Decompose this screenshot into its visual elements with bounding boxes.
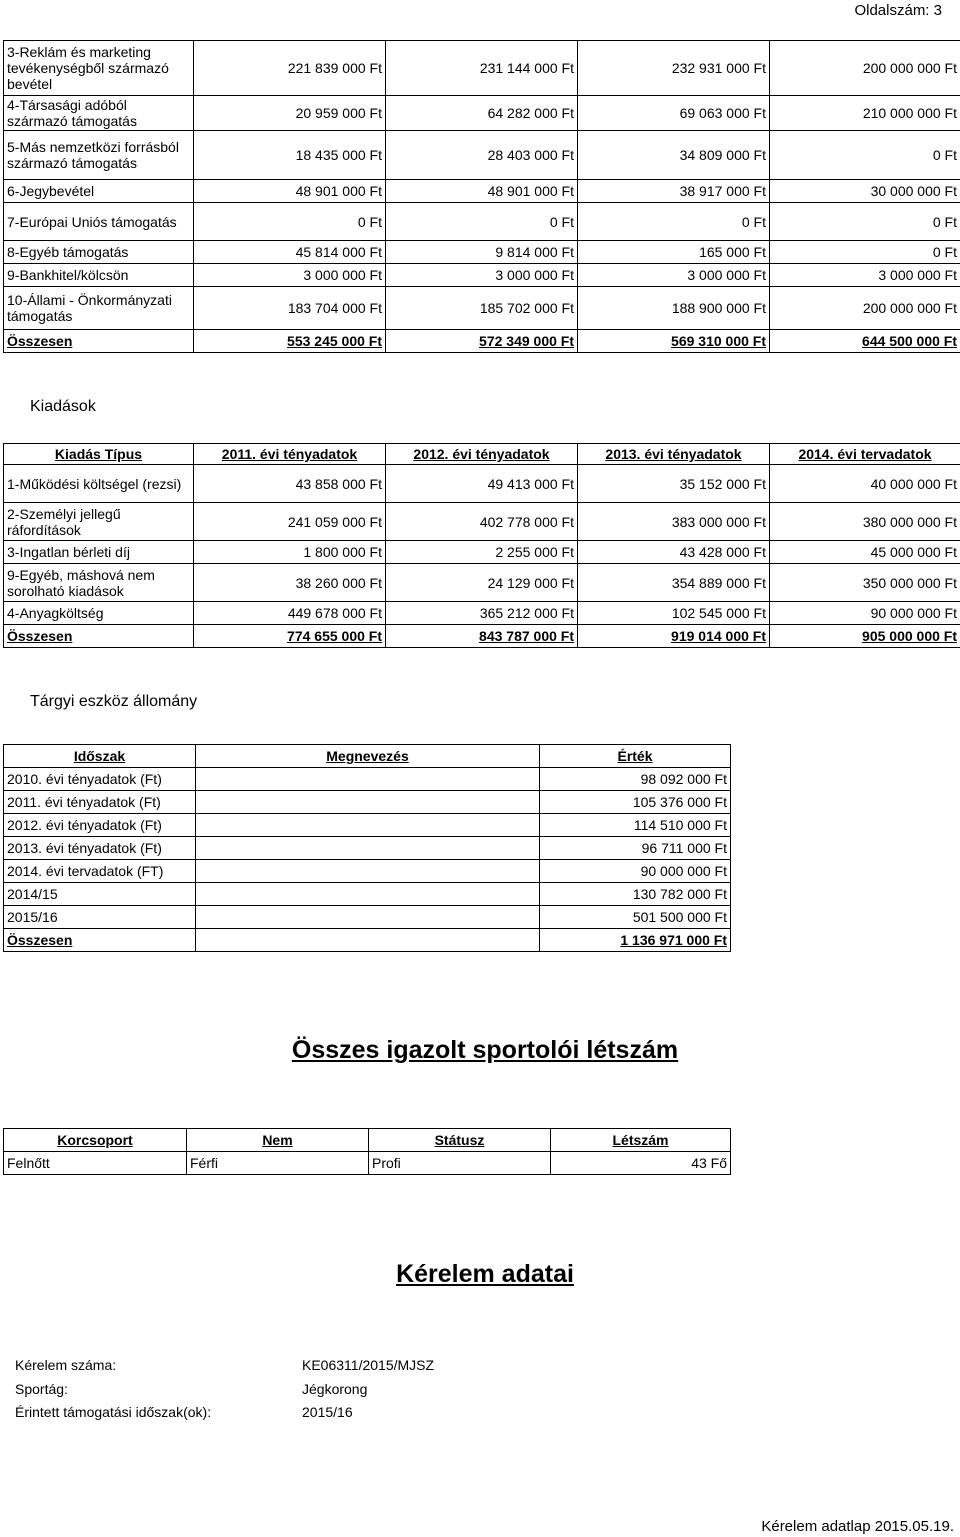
expenses-cell: 43 858 000 Ft [194,465,386,503]
income-cell: 3 000 000 Ft [386,264,578,287]
income-row [4,41,960,96]
income-cell: 0 Ft [194,203,386,241]
assets-cell: 2010. évi tényadatok (Ft) [4,768,196,791]
income-row [4,287,960,330]
request-number-label: Kérelem száma: [15,1357,117,1373]
income-cell: 231 144 000 Ft [386,41,578,96]
income-total-cell: 553 245 000 Ft [194,330,386,353]
expenses-table-body [4,465,960,648]
expenses-header-cell: 2013. évi tényadatok [578,444,770,465]
income-cell: 5-Más nemzetközi forrásból származó támogatás [4,131,194,180]
income-total-cell: 644 500 000 Ft [770,330,960,353]
income-row [4,180,960,203]
income-cell: 69 063 000 Ft [578,96,770,131]
expenses-total-cell: 919 014 000 Ft [578,625,770,648]
assets-cell [196,814,540,837]
footer: Kérelem adatlap 2015.05.19. [761,1518,954,1535]
income-cell: 8-Egyéb támogatás [4,241,194,264]
expenses-title: Kiadások [30,398,96,415]
income-cell: 183 704 000 Ft [194,287,386,330]
income-cell: 20 959 000 Ft [194,96,386,131]
assets-cell [196,906,540,929]
expenses-cell: 40 000 000 Ft [770,465,960,503]
expenses-cell: 1 800 000 Ft [194,541,386,564]
income-cell: 3 000 000 Ft [770,264,960,287]
expenses-cell: 449 678 000 Ft [194,602,386,625]
income-cell: 3 000 000 Ft [194,264,386,287]
expenses-header-row [4,444,960,465]
income-cell: 165 000 Ft [578,241,770,264]
income-cell: 221 839 000 Ft [194,41,386,96]
assets-row [4,883,731,906]
assets-row [4,814,731,837]
income-cell: 3 000 000 Ft [578,264,770,287]
expenses-cell: 2 255 000 Ft [386,541,578,564]
assets-cell: 90 000 000 Ft [540,860,731,883]
expenses-cell: 365 212 000 Ft [386,602,578,625]
income-table [3,40,960,353]
assets-cell: 130 782 000 Ft [540,883,731,906]
income-cell: 9 814 000 Ft [386,241,578,264]
expenses-cell: 35 152 000 Ft [578,465,770,503]
assets-cell: 2011. évi tényadatok (Ft) [4,791,196,814]
expenses-header-cell: 2014. évi tervadatok [770,444,960,465]
assets-header-cell: Érték [540,745,731,768]
income-total-cell: Összesen [4,330,194,353]
expenses-table [3,443,960,648]
income-cell: 30 000 000 Ft [770,180,960,203]
assets-total-cell: 1 136 971 000 Ft [540,929,731,952]
expenses-total-cell: 774 655 000 Ft [194,625,386,648]
income-cell: 188 900 000 Ft [578,287,770,330]
expenses-cell: 90 000 000 Ft [770,602,960,625]
athletes-table-body [4,1152,731,1175]
expenses-cell: 4-Anyagköltség [4,602,194,625]
assets-title: Tárgyi eszköz állomány [30,693,198,710]
expenses-total-cell: Összesen [4,625,194,648]
expenses-cell: 402 778 000 Ft [386,503,578,541]
assets-header-row [4,745,731,768]
expenses-cell: 102 545 000 Ft [578,602,770,625]
expenses-cell: 354 889 000 Ft [578,564,770,602]
athletes-table [3,1128,731,1175]
expenses-row [4,602,960,625]
athletes-header-cell: Státusz [369,1129,551,1152]
expenses-total-row [4,625,960,648]
income-cell: 10-Állami - Önkormányzati támogatás [4,287,194,330]
income-row [4,241,960,264]
expenses-cell: 1-Működési költségel (rezsi) [4,465,194,503]
income-cell: 18 435 000 Ft [194,131,386,180]
income-row [4,264,960,287]
assets-cell [196,883,540,906]
expenses-row [4,541,960,564]
assets-cell: 2014. évi tervadatok (FT) [4,860,196,883]
athletes-row [4,1152,731,1175]
expenses-total-cell: 905 000 000 Ft [770,625,960,648]
income-row [4,203,960,241]
expenses-cell: 24 129 000 Ft [386,564,578,602]
income-cell: 0 Ft [770,203,960,241]
income-cell: 210 000 000 Ft [770,96,960,131]
expenses-header-cell: 2011. évi tényadatok [194,444,386,465]
assets-row [4,768,731,791]
assets-cell [196,837,540,860]
assets-cell [196,791,540,814]
request-title: Kérelem adatai [396,1260,574,1288]
athletes-cell: 43 Fő [551,1152,731,1175]
income-cell: 48 901 000 Ft [194,180,386,203]
assets-total-cell [196,929,540,952]
income-total-row [4,330,960,353]
expenses-cell: 2-Személyi jellegű ráfordítások [4,503,194,541]
income-cell: 6-Jegybevétel [4,180,194,203]
assets-cell: 2015/16 [4,906,196,929]
expenses-cell: 383 000 000 Ft [578,503,770,541]
athletes-cell: Profi [369,1152,551,1175]
assets-row [4,791,731,814]
expenses-header-cell: Kiadás Típus [4,444,194,465]
assets-cell: 98 092 000 Ft [540,768,731,791]
athletes-header-cell: Létszám [551,1129,731,1152]
sport-value: Jégkorong [302,1381,368,1397]
assets-cell [196,860,540,883]
income-cell: 0 Ft [578,203,770,241]
athletes-header-cell: Korcsoport [4,1129,187,1152]
income-cell: 9-Bankhitel/kölcsön [4,264,194,287]
expenses-cell: 38 260 000 Ft [194,564,386,602]
income-cell: 200 000 000 Ft [770,287,960,330]
assets-total-cell: Összesen [4,929,196,952]
assets-row [4,906,731,929]
income-cell: 200 000 000 Ft [770,41,960,96]
expenses-row [4,465,960,503]
expenses-total-cell: 843 787 000 Ft [386,625,578,648]
assets-header-cell: Megnevezés [196,745,540,768]
income-cell: 0 Ft [770,131,960,180]
athletes-cell: Felnőtt [4,1152,187,1175]
expenses-row [4,564,960,602]
income-table-body [4,41,960,353]
income-total-cell: 569 310 000 Ft [578,330,770,353]
period-label: Érintett támogatási időszak(ok): [15,1404,212,1420]
income-row [4,96,960,131]
income-cell: 4-Társasági adóból származó támogatás [4,96,194,131]
assets-cell: 2013. évi tényadatok (Ft) [4,837,196,860]
income-total-cell: 572 349 000 Ft [386,330,578,353]
athletes-header-row [4,1129,731,1152]
assets-table [3,744,731,952]
income-row [4,131,960,180]
income-cell: 64 282 000 Ft [386,96,578,131]
assets-cell [196,768,540,791]
athletes-title: Összes igazolt sportolói létszám [291,1036,679,1064]
expenses-header-cell: 2012. évi tényadatok [386,444,578,465]
assets-cell: 2014/15 [4,883,196,906]
expenses-cell: 43 428 000 Ft [578,541,770,564]
assets-cell: 501 500 000 Ft [540,906,731,929]
page-number: Oldalszám: 3 [854,2,942,19]
expenses-cell: 9-Egyéb, máshová nem sorolható kiadások [4,564,194,602]
expenses-cell: 49 413 000 Ft [386,465,578,503]
expenses-row [4,503,960,541]
period-value: 2015/16 [302,1404,353,1420]
expenses-cell: 380 000 000 Ft [770,503,960,541]
income-cell: 45 814 000 Ft [194,241,386,264]
income-cell: 0 Ft [770,241,960,264]
assets-cell: 105 376 000 Ft [540,791,731,814]
sport-label: Sportág: [15,1381,68,1397]
expenses-cell: 241 059 000 Ft [194,503,386,541]
income-cell: 3-Reklám és marketing tevékenységből származó bevétel [4,41,194,96]
income-cell: 28 403 000 Ft [386,131,578,180]
assets-cell: 2012. évi tényadatok (Ft) [4,814,196,837]
income-cell: 185 702 000 Ft [386,287,578,330]
expenses-cell: 45 000 000 Ft [770,541,960,564]
athletes-header-cell: Nem [187,1129,369,1152]
assets-total-row [4,929,731,952]
assets-row [4,837,731,860]
income-cell: 48 901 000 Ft [386,180,578,203]
income-cell: 232 931 000 Ft [578,41,770,96]
expenses-cell: 350 000 000 Ft [770,564,960,602]
assets-cell: 114 510 000 Ft [540,814,731,837]
request-number-value: KE06311/2015/MJSZ [302,1357,435,1373]
assets-header-cell: Időszak [4,745,196,768]
assets-row [4,860,731,883]
assets-table-body [4,768,731,952]
assets-cell: 96 711 000 Ft [540,837,731,860]
expenses-cell: 3-Ingatlan bérleti díj [4,541,194,564]
income-cell: 38 917 000 Ft [578,180,770,203]
income-cell: 34 809 000 Ft [578,131,770,180]
income-cell: 7-Európai Uniós támogatás [4,203,194,241]
athletes-cell: Férfi [187,1152,369,1175]
income-cell: 0 Ft [386,203,578,241]
